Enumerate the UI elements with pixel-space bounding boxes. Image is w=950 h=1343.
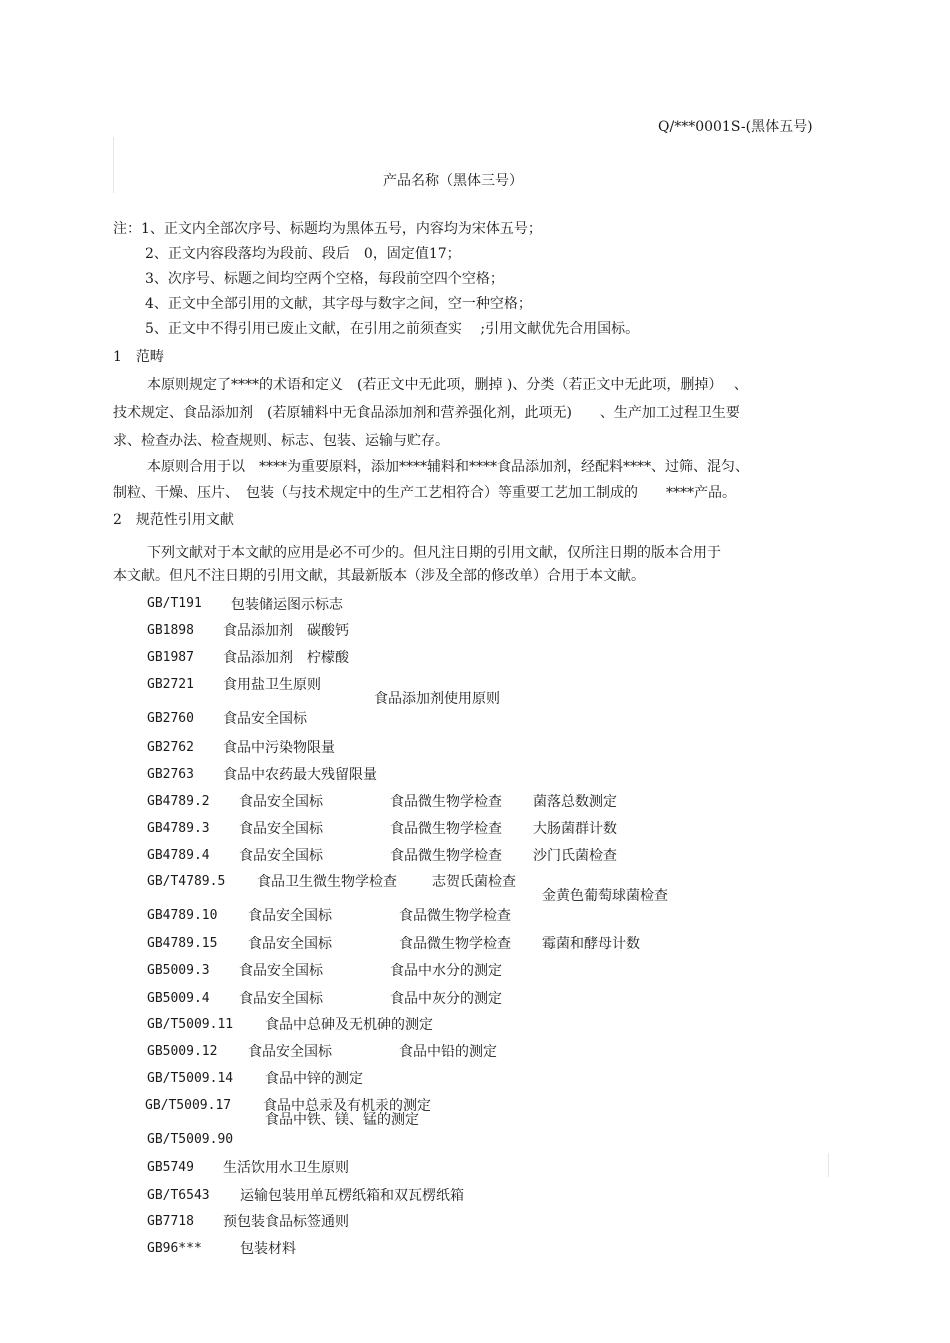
ref-title: 食品安全国标 xyxy=(248,908,332,924)
ref-code: GB4789.10 xyxy=(147,908,218,923)
note-line: 注：1、正文内全部次序号、标题均为黑体五号，内容均为宋体五号； xyxy=(113,221,542,237)
ref-title: 食品安全国标 xyxy=(248,936,332,952)
section-heading-references: 2 规范性引用文献 xyxy=(113,512,234,528)
ref-title: 食品安全国标 xyxy=(239,848,323,864)
ref-code: GB/T191 xyxy=(147,596,202,611)
ref-title-wrapped: 金黄色葡萄球菌检查 xyxy=(542,888,668,904)
ref-title: 沙门氏菌检查 xyxy=(533,848,617,864)
ref-code: GB2721 xyxy=(147,677,194,692)
ref-title: 食品安全国标 xyxy=(239,991,323,1007)
ref-code: GB7718 xyxy=(147,1214,194,1229)
ref-title: 食品安全国标 xyxy=(239,963,323,979)
ref-title: 食品中灰分的测定 xyxy=(390,991,502,1007)
ref-title: 大肠菌群计数 xyxy=(533,821,617,837)
ref-code: GB5009.3 xyxy=(147,963,210,978)
ref-title: 预包装食品标签通则 xyxy=(223,1214,349,1230)
ref-title: 食品中锌的测定 xyxy=(265,1071,363,1087)
ref-title: 食品中总砷及无机砷的测定 xyxy=(265,1017,433,1033)
ref-title-wrapped: 食品添加剂使用原则 xyxy=(374,691,500,707)
ref-title: 食品中污染物限量 xyxy=(223,740,335,756)
margin-rule-right xyxy=(828,1153,829,1177)
ref-title: 食品中水分的测定 xyxy=(390,963,502,979)
ref-title: 食品微生物学检查 xyxy=(390,794,502,810)
ref-code: GB4789.2 xyxy=(147,794,210,809)
paragraph-line: 本原则合用于以 ****为重要原料，添加****辅料和****食品添加剂，经配料****、过筛、混匀、 xyxy=(147,459,749,475)
ref-title: 包装材料 xyxy=(240,1241,296,1257)
product-title: 产品名称（黑体三号） xyxy=(383,173,523,189)
ref-code: GB/T5009.17 xyxy=(145,1098,232,1113)
ref-title: 菌落总数测定 xyxy=(533,794,617,810)
ref-title: 志贺氏菌检查 xyxy=(432,874,516,890)
ref-code: GB/T5009.14 xyxy=(147,1071,234,1086)
ref-title: 食用盐卫生原则 xyxy=(223,677,321,693)
ref-title-wrapped: 食品中铁、镁、锰的测定 xyxy=(265,1112,419,1128)
paragraph-line: 本文献。但凡不注日期的引用文献，其最新版本（涉及全部的修改单）合用于本文献。 xyxy=(113,568,645,584)
ref-title: 食品中铅的测定 xyxy=(399,1044,497,1060)
ref-title: 食品微生物学检查 xyxy=(399,908,511,924)
ref-code: GB5749 xyxy=(147,1160,194,1175)
note-line: 4、正文中全部引用的文献，其字母与数字之间，空一种空格； xyxy=(145,296,532,312)
paragraph-line: 本原则规定了****的术语和定义 (若正文中无此项，删掉 )、分类（若正文中无此项，删掉） 、 xyxy=(147,377,748,393)
ref-code: GB5009.4 xyxy=(147,991,210,1006)
ref-title: 食品微生物学检查 xyxy=(399,936,511,952)
section-heading-scope: 1 范畴 xyxy=(113,349,164,365)
ref-title: 食品卫生微生物学检查 xyxy=(257,874,397,890)
paragraph-line: 下列文献对于本文献的应用是必不可少的。但凡注日期的引用文献，仅所注日期的版本合用于 xyxy=(147,545,721,561)
ref-title: 食品安全国标 xyxy=(239,794,323,810)
ref-code: GB1898 xyxy=(147,623,194,638)
ref-code: GB4789.15 xyxy=(147,936,218,951)
paragraph-line: 求、检查办法、检查规则、标志、包装、运输与贮存。 xyxy=(113,433,449,449)
paragraph-line: 制粒、干燥、压片、 包装（与技术规定中的生产工艺相符合）等重要工艺加工制成的 ****产品。 xyxy=(113,485,736,501)
ref-code: GB2760 xyxy=(147,711,194,726)
ref-code: GB/T5009.90 xyxy=(147,1132,234,1147)
ref-code: GB2762 xyxy=(147,740,194,755)
ref-code: GB1987 xyxy=(147,650,194,665)
ref-title: 食品中总汞及有机汞的测定 xyxy=(263,1098,431,1114)
note-line: 2、正文内容段落均为段前、段后 0，固定值17； xyxy=(145,246,461,262)
ref-code: GB5009.12 xyxy=(147,1044,218,1059)
ref-code: GB4789.4 xyxy=(147,848,210,863)
ref-title: 生活饮用水卫生原则 xyxy=(223,1160,349,1176)
margin-rule-left xyxy=(113,137,114,193)
ref-code: GB/T5009.11 xyxy=(147,1017,234,1032)
ref-title: 食品微生物学检查 xyxy=(390,848,502,864)
ref-code: GB96*** xyxy=(147,1241,202,1256)
ref-title: 食品中农药最大残留限量 xyxy=(223,767,377,783)
document-code: Q/***0001S-(黑体五号) xyxy=(658,119,813,135)
ref-title: 食品添加剂 碳酸钙 xyxy=(223,623,349,639)
ref-code: GB2763 xyxy=(147,767,194,782)
ref-title: 食品安全国标 xyxy=(248,1044,332,1060)
ref-title: 食品微生物学检查 xyxy=(390,821,502,837)
ref-title: 运输包装用单瓦楞纸箱和双瓦楞纸箱 xyxy=(240,1188,464,1204)
ref-code: GB4789.3 xyxy=(147,821,210,836)
ref-code: GB/T6543 xyxy=(147,1188,210,1203)
ref-title: 食品安全国标 xyxy=(223,711,307,727)
ref-title: 包装储运图示标志 xyxy=(231,597,343,613)
paragraph-line: 技术规定、食品添加剂 (若原辅料中无食品添加剂和营养强化剂，此项无) 、生产加工过程卫生要 xyxy=(113,405,740,421)
ref-code: GB/T4789.5 xyxy=(147,874,226,889)
ref-title: 霉菌和酵母计数 xyxy=(542,936,640,952)
ref-title: 食品安全国标 xyxy=(239,821,323,837)
ref-title: 食品添加剂 柠檬酸 xyxy=(223,650,349,666)
note-line: 5、正文中不得引用已废止文献，在引用之前须查实 ;引用文献优先合用国标。 xyxy=(145,321,640,337)
note-line: 3、次序号、标题之间均空两个空格，每段前空四个空格； xyxy=(145,271,504,287)
